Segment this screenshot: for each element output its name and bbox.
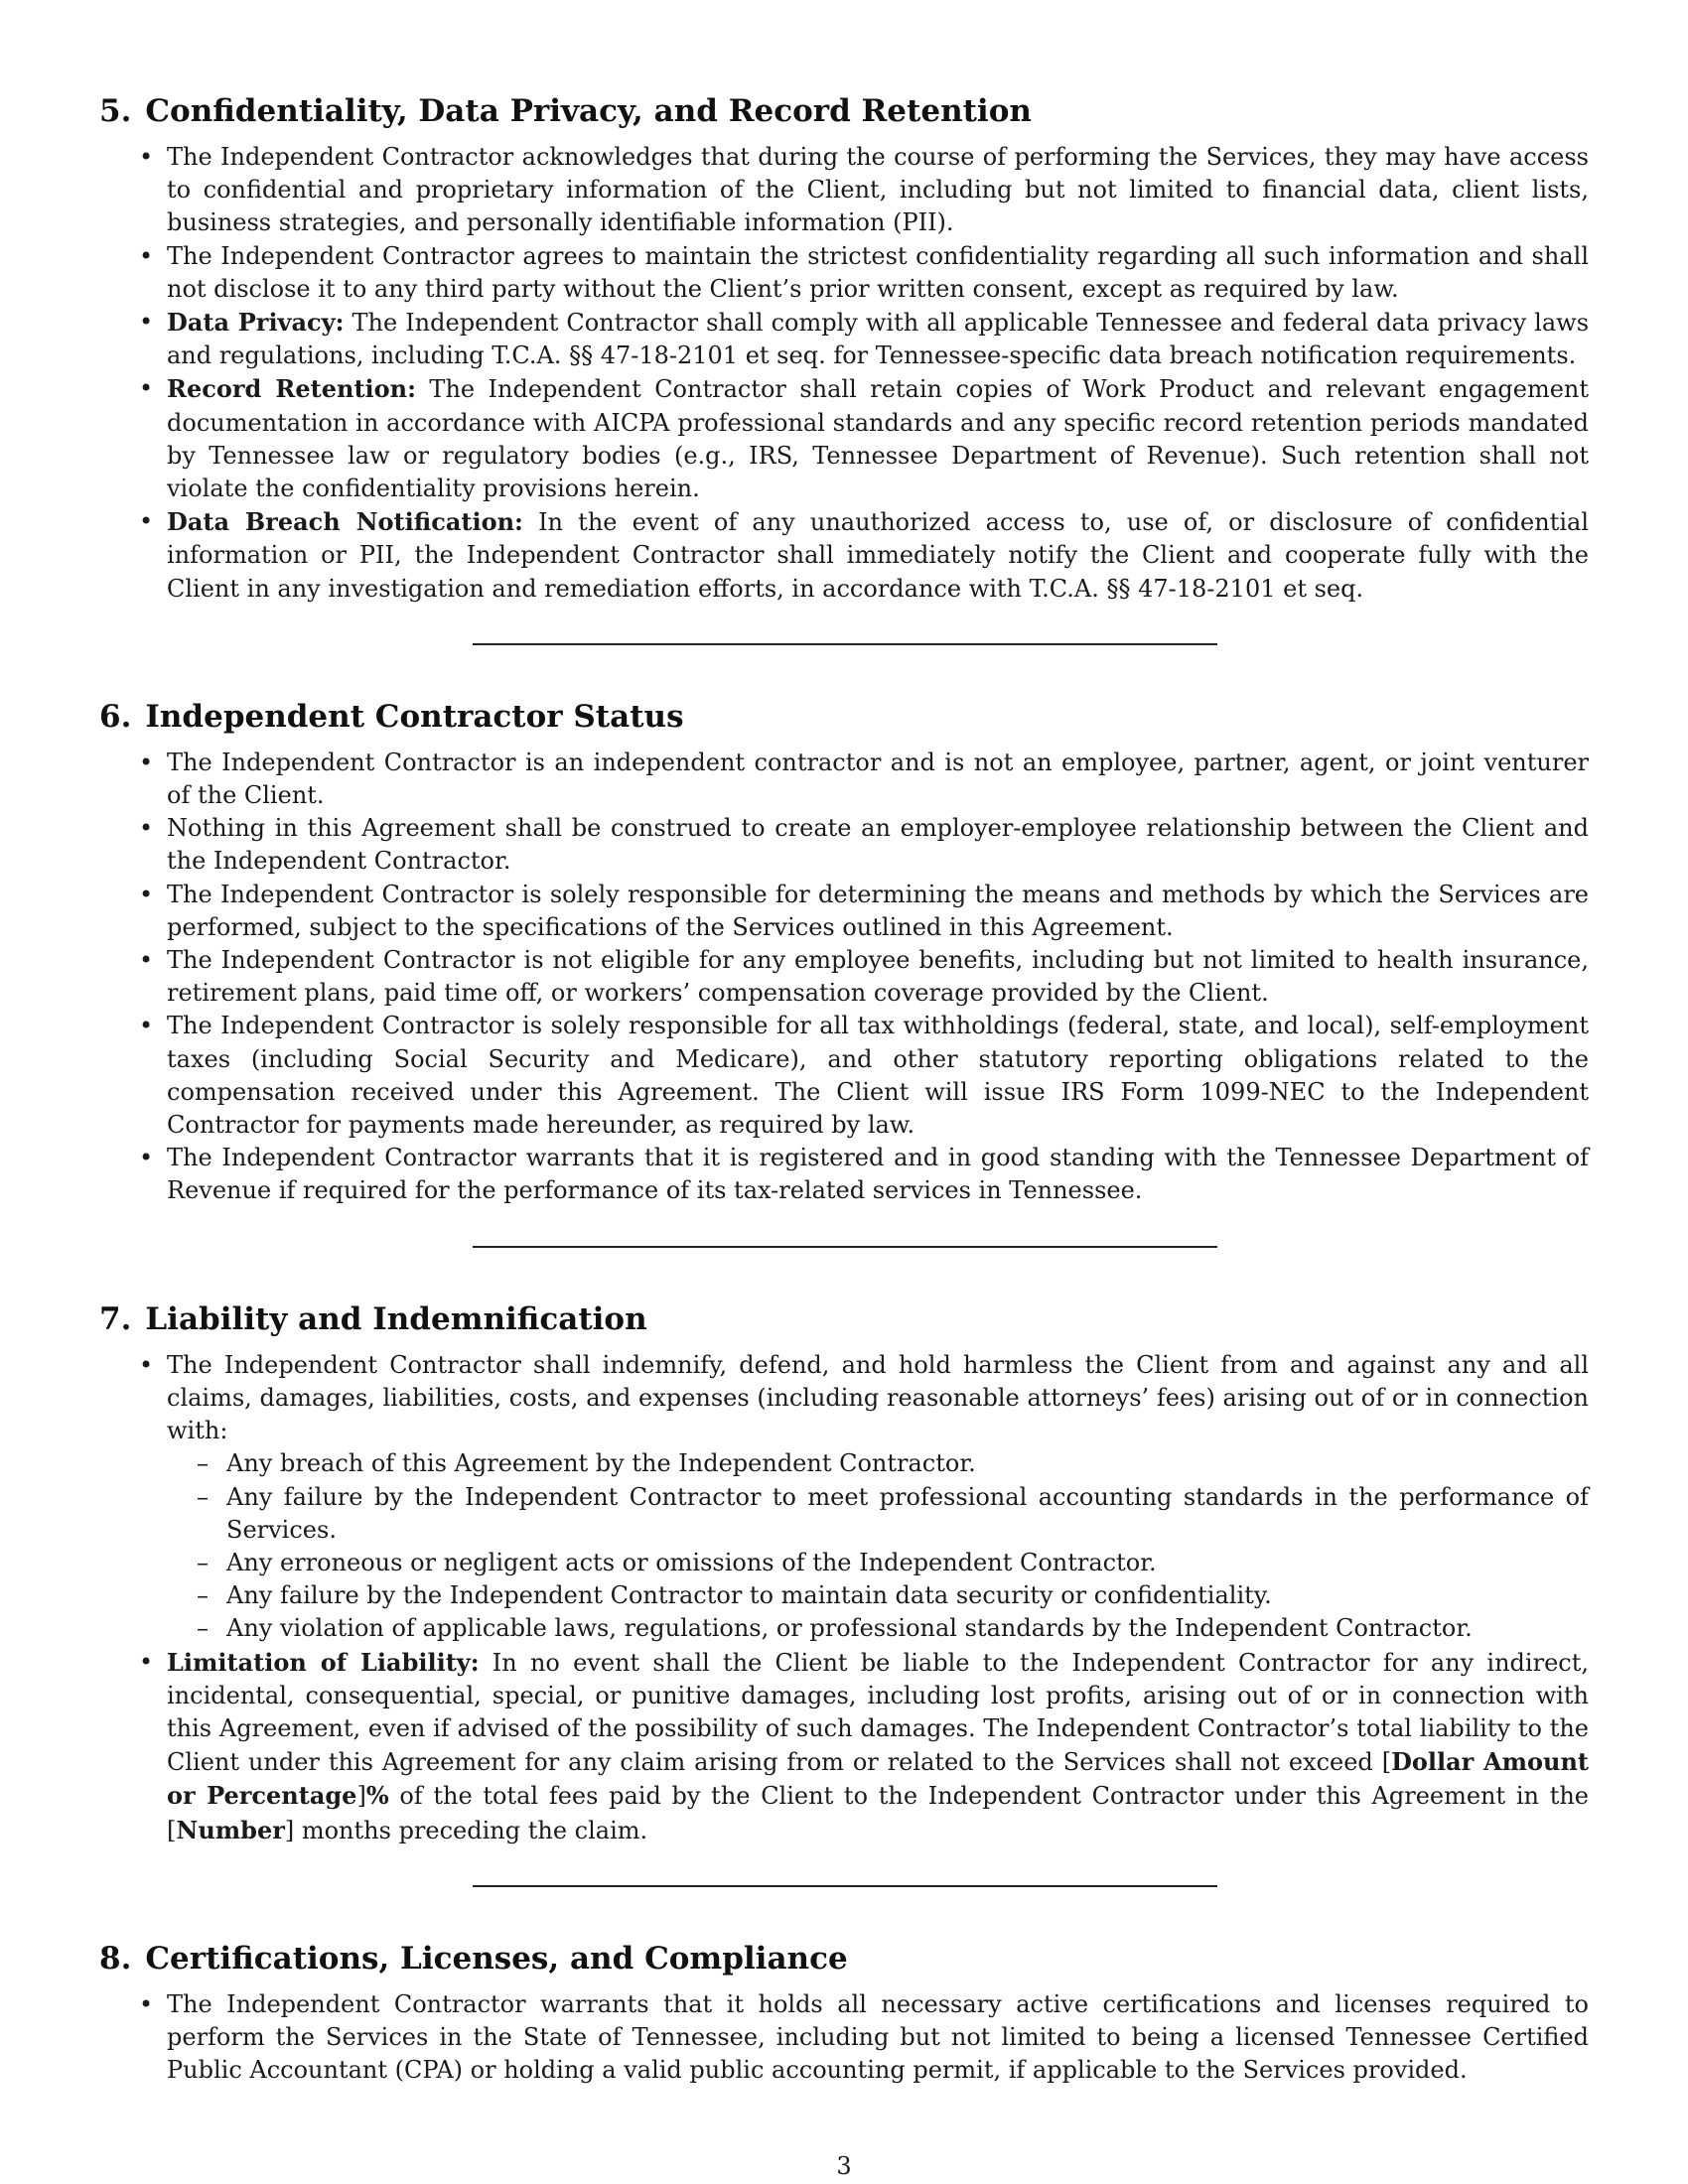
sub-list-item: – Any erroneous or negligent acts or omissions of the Independent Contractor.: [226, 1547, 1589, 1579]
bullet-list: [99, 141, 1589, 606]
section-divider: [473, 643, 1217, 645]
list-item-text: The Independent Contractor agrees to maintain the strictest confidentiality regarding all such information and shall not disclose it to any third party without the Client’s prior written consent, except as required by law.: [167, 241, 1589, 303]
list-item: [167, 306, 1589, 372]
section-title: Liability and Indemnification: [145, 1300, 647, 1337]
section-heading: [99, 1939, 1589, 1979]
sub-list-item: – Any failure by the Independent Contractor to maintain data security or confidentiality.: [226, 1579, 1589, 1612]
section-7: [99, 1299, 1589, 1887]
list-item-label: Record Retention:: [167, 374, 416, 404]
list-item: [167, 505, 1589, 606]
section-number: 8.: [99, 1940, 132, 1977]
list-item: • The Independent Contractor warrants that it is registered and in good standing with the Tennessee Department of Revenue if required for the performance of its tax-related services in Tennessee.: [167, 1142, 1589, 1207]
list-item: • The Independent Contractor warrants that it holds all necessary active certifications and licenses required to perform the Services in the State of Tennessee, including but not limited to being a licensed Tennessee Certified Public Accountant (CPA) or holding a valid public accounting permit, if applicable to the Services provided.: [167, 1988, 1589, 2088]
list-item-text: The Independent Contractor shall retain copies of Work Product and relevant engagement documentation in accordance with AICPA professional standards and any specific record retention periods mandated by Tennessee law or regulatory bodies (e.g., IRS, Tennessee Department of Revenue). Such retention shall not violate the confidentiality provisions herein.: [167, 375, 1590, 503]
list-item: • Nothing in this Agreement shall be construed to create an employer-employee relationship between the Client and the Independent Contractor.: [167, 812, 1589, 878]
list-item: • The Independent Contractor is an independent contractor and is not an employee, partner, agent, or joint venturer of the Client.: [167, 747, 1589, 812]
document-page: [99, 91, 1589, 2087]
page-number: 3: [836, 2152, 852, 2180]
sub-list-item: – Any violation of applicable laws, regulations, or professional standards by the Independent Contractor.: [226, 1612, 1589, 1645]
list-item-text: ] months preceding the claim.: [284, 1816, 648, 1844]
placeholder-field: Dollar Amount or Percentage: [167, 1747, 1589, 1811]
list-item-label: Data Privacy:: [167, 308, 345, 338]
list-item-text: The Independent Contractor shall comply with all applicable Tennessee and federal data privacy laws and regulations, including T.C.A. §§ 47-18-2101 et seq. for Tennessee-specific data breach notification requirements.: [167, 309, 1590, 370]
list-item: [167, 1646, 1589, 1847]
list-item: [167, 141, 1589, 240]
sub-list-item: – Any breach of this Agreement by the Independent Contractor.: [226, 1447, 1589, 1480]
bullet-list: [99, 1349, 1589, 1847]
section-number: 5.: [99, 93, 132, 129]
list-item: [167, 240, 1589, 306]
sub-list: [167, 1447, 1589, 1645]
section-divider: [473, 1246, 1217, 1248]
section-title: Independent Contractor Status: [145, 698, 684, 735]
section-heading: [99, 1299, 1589, 1339]
percent-sign: %: [365, 1781, 389, 1811]
section-divider: [473, 1885, 1217, 1887]
list-item: • The Independent Contractor is not eligible for any employee benefits, including but not limited to health insurance, retirement plans, paid time off, or workers’ compensation coverage provided by the Client.: [167, 944, 1589, 1010]
section-8: [99, 1939, 1589, 2088]
section-number: 6.: [99, 698, 132, 735]
list-item: • The Independent Contractor is solely responsible for all tax withholdings (federal, state, and local), self-employment taxes (including Social Security and Medicare), and other statutory reporting obligations related to the compensation received under this Agreement. The Client will issue IRS Form 1099-NEC to the Independent Contractor for payments made hereunder, as required by law.: [167, 1010, 1589, 1142]
list-item-text: The Independent Contractor shall indemnify, defend, and hold harmless the Client from and against any and all claims, damages, liabilities, costs, and expenses (including reasonable attorneys’ fees) arising out of or in connection with:: [167, 1350, 1589, 1445]
bullet-list: [99, 1988, 1589, 2088]
section-title: Certifications, Licenses, and Compliance: [145, 1940, 848, 1977]
list-item: [167, 1349, 1589, 1646]
list-item-text: In no event shall the Client be liable to the Independent Contractor for any indirect, incidental, consequential, special, or punitive damages, including lost profits, arising out of or in connection with this Agreement, even if advised of the possibility of such damages. The Independent Contractor’s total liability to the Client under this Agreement for any claim arising from or related to the Services shall not exceed [: [167, 1648, 1589, 1777]
list-item: [167, 372, 1589, 505]
list-item-text: In the event of any unauthorized access to, use of, or disclosure of confidential information or PII, the Independent Contractor shall immediately notify the Client and cooperate fully with the Client in any investigation and remediation efforts, in accordance with T.C.A. §§ 47-18-2101 et seq.: [167, 508, 1589, 603]
list-item: • The Independent Contractor is solely responsible for determining the means and methods by which the Services are performed, subject to the specifications of the Services outlined in this Agreement.: [167, 879, 1589, 944]
list-item-text: of the total fees paid by the Client to the Independent Contractor under this Agreement in the [: [167, 1782, 1590, 1844]
section-title: Confidentiality, Data Privacy, and Record Retention: [145, 93, 1032, 129]
section-number: 7.: [99, 1300, 132, 1337]
section-heading: [99, 91, 1589, 131]
section-5: [99, 91, 1589, 645]
placeholder-field: Number: [176, 1815, 285, 1844]
section-heading: [99, 697, 1589, 737]
sub-list-item: – Any failure by the Independent Contractor to meet professional accounting standards in the performance of Services.: [226, 1481, 1589, 1547]
list-item-text: The Independent Contractor acknowledges that during the course of performing the Services, they may have access to confidential and proprietary information of the Client, including but not limited to financial data, client lists, business strategies, and personally identifiable information (PII).: [167, 143, 1589, 237]
bullet-list: [99, 747, 1589, 1208]
section-6: [99, 697, 1589, 1248]
list-item-label: Limitation of Liability:: [167, 1647, 480, 1677]
list-item-text: ]: [356, 1782, 366, 1811]
list-item-label: Data Breach Notification:: [167, 507, 523, 537]
